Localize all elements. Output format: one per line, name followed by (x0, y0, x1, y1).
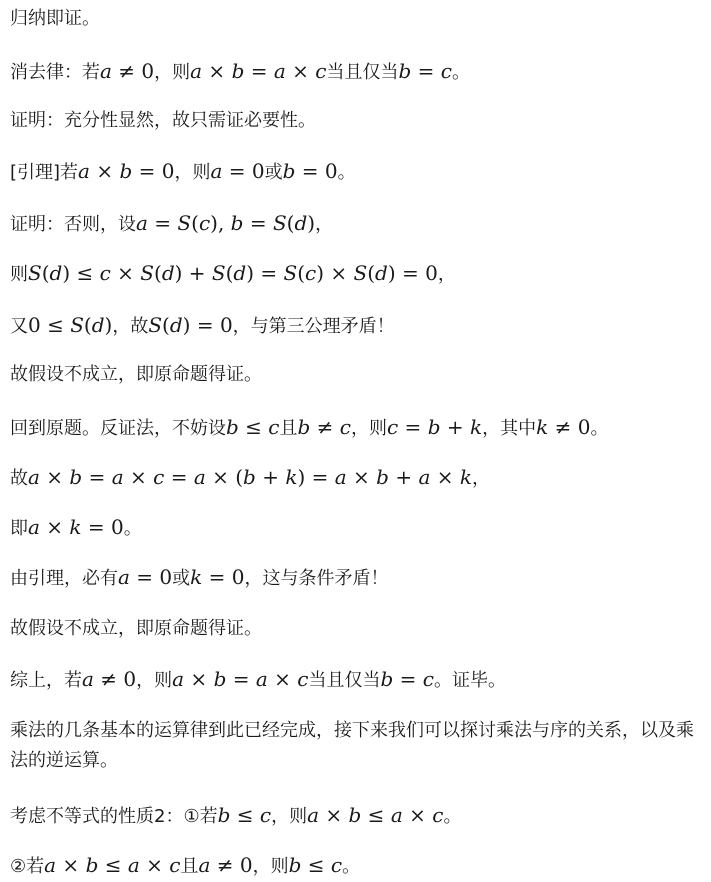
text-run: ， (472, 468, 491, 489)
text-run: 。证毕。 (433, 670, 506, 691)
text-run: 回到原题。反证法，不妨设 (10, 418, 226, 439)
text-run: 。 (123, 518, 142, 539)
paragraph-done (10, 614, 707, 644)
text-run: 综上，若 (10, 670, 82, 691)
text-run: 消去律：若 (10, 62, 100, 83)
math-expression: a × b ≤ a × c (44, 853, 181, 877)
math-expression: k = 0 (190, 565, 245, 589)
math-expression: b = c (380, 667, 434, 691)
text-run: 或 (264, 162, 283, 183)
math-expression: a = 0 (210, 159, 265, 183)
text-run: 即 (10, 518, 28, 539)
math-expression: a × b = 0 (78, 159, 175, 183)
math-expression: a = S(c), b = S(d) (136, 211, 316, 235)
text-run: ，则 (174, 162, 211, 183)
text-run: 故假设不成立，即原命题得证。 (10, 618, 262, 639)
paragraph-ineq2 (10, 850, 707, 882)
math-expression: a = 0 (118, 565, 173, 589)
math-expression: b = 0 (282, 159, 338, 183)
text-run: ，与第三公理矛盾！ (232, 316, 395, 337)
text-run: 。 (342, 856, 361, 877)
text-run: 乘法的几条基本的运算律到此已经完成，接下来我们可以探讨乘法与序的关系，以及乘法的逆运算。 (10, 720, 694, 771)
math-expression: b ≤ c (288, 853, 343, 877)
paragraph-lemma_step2 (10, 310, 707, 342)
math-expression: c = b + k (387, 415, 483, 439)
text-run: 证明：否则，设 (10, 214, 136, 235)
math-expression: k ≠ 0 (536, 415, 591, 439)
math-expression: b = c (398, 59, 452, 83)
paragraph-ie (10, 512, 707, 544)
text-run: 。 (443, 806, 462, 827)
math-expression: a ≠ 0 (198, 853, 253, 877)
paragraph-summary (10, 664, 707, 696)
text-run: ，其中 (482, 418, 537, 439)
text-run: ，则 (271, 806, 308, 827)
paragraph-therefore (10, 462, 707, 494)
text-run: 且 (180, 856, 199, 877)
math-expression: a × b = a × c (172, 667, 309, 691)
math-expression: a × b = a × c = a × (b + k) = a × b + a × k (28, 465, 473, 489)
paragraph-back (10, 412, 707, 444)
math-expression: 0 ≤ S(d) (28, 313, 113, 337)
text-run: 故假设不成立，即原命题得证。 (10, 364, 262, 385)
paragraph-next (10, 716, 707, 776)
text-run: 当且仅当 (308, 670, 381, 691)
text-run: 且 (279, 418, 298, 439)
text-run: ，则 (154, 62, 191, 83)
paragraph-ineq1 (10, 800, 707, 832)
text-run: ， (315, 214, 334, 235)
text-run: ，故 (112, 316, 149, 337)
paragraph-lemma (10, 156, 707, 188)
math-expression: a × b ≤ a × c (307, 803, 444, 827)
text-run: 当且仅当 (326, 62, 399, 83)
math-expression: a ≠ 0 (82, 667, 137, 691)
text-run: 由引理，必有 (10, 568, 118, 589)
text-run: 证明：充分性显然，故只需证必要性。 (10, 110, 316, 131)
text-run: 故 (10, 468, 28, 489)
paragraph-lemma_proof (10, 208, 707, 240)
math-expression: b ≠ c (297, 415, 351, 439)
paragraph-proof_suff (10, 106, 707, 136)
paragraph-lemma_step1 (10, 258, 707, 290)
math-expression: b ≤ c (217, 803, 272, 827)
text-run: 又 (10, 316, 28, 337)
math-expression: a × b = a × c (190, 59, 327, 83)
paragraph-by_lemma (10, 562, 707, 594)
math-expression: S(d) ≤ c × S(d) + S(d) = S(c) × S(d) = 0 (28, 261, 438, 285)
paragraph-cancel_law (10, 56, 707, 88)
text-run: 。 (337, 162, 356, 183)
text-run: ②若 (10, 856, 45, 877)
paragraph-intro (10, 4, 707, 34)
text-run: 归纳即证。 (10, 8, 100, 29)
text-run: 或 (172, 568, 191, 589)
text-run: ，这与条件矛盾！ (244, 568, 389, 589)
text-run: ，则 (136, 670, 173, 691)
math-expression: a × k = 0 (28, 515, 124, 539)
text-run: ，则 (351, 418, 387, 439)
text-run: 考虑不等式的性质2：①若 (10, 806, 218, 827)
text-run: ， (437, 264, 456, 285)
math-expression: a ≠ 0 (100, 59, 155, 83)
text-run: ，则 (252, 856, 289, 877)
text-run: 。 (590, 418, 609, 439)
paragraph-lemma_done (10, 360, 707, 390)
math-expression: S(d) = 0 (148, 313, 233, 337)
math-expression: b ≤ c (226, 415, 280, 439)
text-run: 则 (10, 264, 28, 285)
text-run: [引理]若 (10, 162, 79, 183)
text-run: 。 (451, 62, 470, 83)
